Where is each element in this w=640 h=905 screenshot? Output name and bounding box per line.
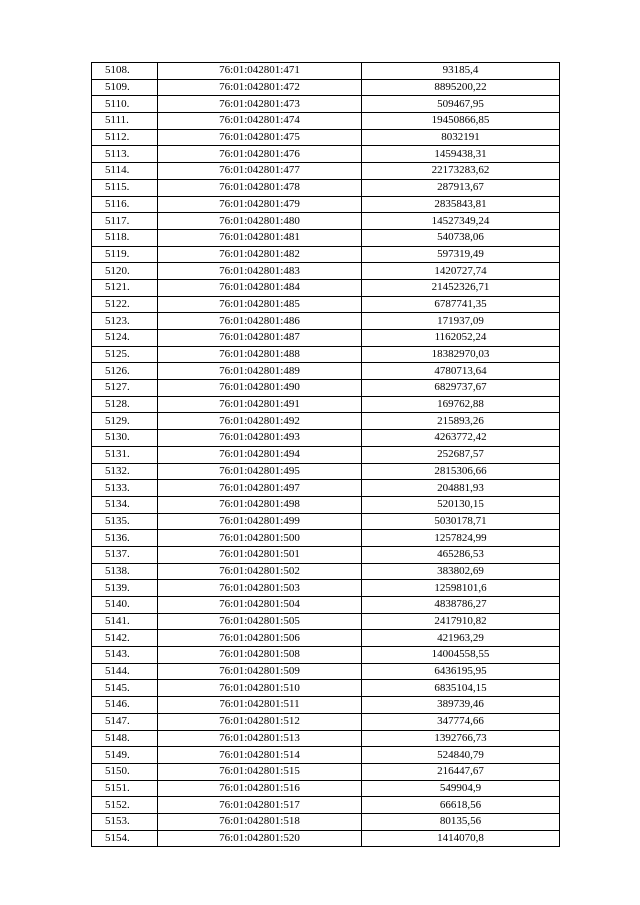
cadastral-number-cell: 76:01:042801:472 (158, 79, 362, 96)
table-row (92, 396, 560, 413)
cadastral-number-cell: 76:01:042801:516 (158, 780, 362, 797)
value-cell: 171937,09 (362, 313, 560, 330)
value-cell: 4263772,42 (362, 430, 560, 447)
value-cell: 14004558,55 (362, 647, 560, 664)
table-row (92, 463, 560, 480)
row-number-cell: 5134. (92, 496, 158, 513)
row-number-cell: 5146. (92, 697, 158, 714)
cadastral-number-cell: 76:01:042801:511 (158, 697, 362, 714)
cadastral-number-cell: 76:01:042801:497 (158, 480, 362, 497)
table-row (92, 747, 560, 764)
cadastral-number-cell: 76:01:042801:508 (158, 647, 362, 664)
value-cell: 204881,93 (362, 480, 560, 497)
cadastral-number-cell: 76:01:042801:515 (158, 763, 362, 780)
row-number-cell: 5149. (92, 747, 158, 764)
cadastral-number-cell: 76:01:042801:514 (158, 747, 362, 764)
table-row (92, 496, 560, 513)
table-row (92, 296, 560, 313)
cadastral-number-cell: 76:01:042801:517 (158, 797, 362, 814)
value-cell: 19450866,85 (362, 113, 560, 130)
table-row (92, 79, 560, 96)
value-cell: 509467,95 (362, 96, 560, 113)
table-row (92, 96, 560, 113)
row-number-cell: 5143. (92, 647, 158, 664)
table-row (92, 613, 560, 630)
row-number-cell: 5112. (92, 129, 158, 146)
value-cell: 18382970,03 (362, 346, 560, 363)
row-number-cell: 5148. (92, 730, 158, 747)
cadastral-number-cell: 76:01:042801:509 (158, 663, 362, 680)
table-row (92, 446, 560, 463)
row-number-cell: 5125. (92, 346, 158, 363)
row-number-cell: 5128. (92, 396, 158, 413)
cadastral-number-cell: 76:01:042801:512 (158, 713, 362, 730)
cadastral-number-cell: 76:01:042801:491 (158, 396, 362, 413)
value-cell: 524840,79 (362, 747, 560, 764)
cadastral-number-cell: 76:01:042801:499 (158, 513, 362, 530)
value-cell: 520130,15 (362, 496, 560, 513)
value-cell: 8895200,22 (362, 79, 560, 96)
cadastral-number-cell: 76:01:042801:484 (158, 279, 362, 296)
value-cell: 549904,9 (362, 780, 560, 797)
table-row (92, 263, 560, 280)
table-row (92, 780, 560, 797)
value-cell: 1414070,8 (362, 830, 560, 847)
value-cell: 347774,66 (362, 713, 560, 730)
value-cell: 540738,06 (362, 229, 560, 246)
table-row (92, 680, 560, 697)
row-number-cell: 5151. (92, 780, 158, 797)
cadastral-number-cell: 76:01:042801:481 (158, 229, 362, 246)
table-row (92, 129, 560, 146)
row-number-cell: 5119. (92, 246, 158, 263)
cadastral-number-cell: 76:01:042801:490 (158, 380, 362, 397)
table-row (92, 229, 560, 246)
table-row (92, 430, 560, 447)
cadastral-number-cell: 76:01:042801:493 (158, 430, 362, 447)
table-row (92, 597, 560, 614)
value-cell: 6787741,35 (362, 296, 560, 313)
value-cell: 6829737,67 (362, 380, 560, 397)
row-number-cell: 5121. (92, 279, 158, 296)
cadastral-number-cell: 76:01:042801:475 (158, 129, 362, 146)
table-row (92, 563, 560, 580)
table-row (92, 713, 560, 730)
table-row (92, 830, 560, 847)
value-cell: 6436195,95 (362, 663, 560, 680)
row-number-cell: 5109. (92, 79, 158, 96)
document-page (91, 62, 543, 847)
table-row (92, 380, 560, 397)
row-number-cell: 5154. (92, 830, 158, 847)
cadastral-number-cell: 76:01:042801:513 (158, 730, 362, 747)
cadastral-number-cell: 76:01:042801:503 (158, 580, 362, 597)
value-cell: 4838786,27 (362, 597, 560, 614)
cadastral-number-cell: 76:01:042801:474 (158, 113, 362, 130)
table-row (92, 546, 560, 563)
value-cell: 66618,56 (362, 797, 560, 814)
row-number-cell: 5140. (92, 597, 158, 614)
row-number-cell: 5117. (92, 213, 158, 230)
row-number-cell: 5118. (92, 229, 158, 246)
cadastral-number-cell: 76:01:042801:478 (158, 179, 362, 196)
value-cell: 1257824,99 (362, 530, 560, 547)
table-row (92, 113, 560, 130)
cadastral-number-cell: 76:01:042801:501 (158, 546, 362, 563)
cadastral-number-cell: 76:01:042801:492 (158, 413, 362, 430)
cadastral-number-cell: 76:01:042801:520 (158, 830, 362, 847)
cadastral-number-cell: 76:01:042801:494 (158, 446, 362, 463)
value-cell: 1420727,74 (362, 263, 560, 280)
value-cell: 465286,53 (362, 546, 560, 563)
value-cell: 169762,88 (362, 396, 560, 413)
row-number-cell: 5133. (92, 480, 158, 497)
row-number-cell: 5131. (92, 446, 158, 463)
data-table (91, 62, 560, 847)
value-cell: 1162052,24 (362, 330, 560, 347)
table-row (92, 480, 560, 497)
row-number-cell: 5147. (92, 713, 158, 730)
row-number-cell: 5120. (92, 263, 158, 280)
row-number-cell: 5150. (92, 763, 158, 780)
value-cell: 8032191 (362, 129, 560, 146)
row-number-cell: 5139. (92, 580, 158, 597)
row-number-cell: 5136. (92, 530, 158, 547)
value-cell: 21452326,71 (362, 279, 560, 296)
value-cell: 93185,4 (362, 63, 560, 80)
table-row (92, 730, 560, 747)
table-row (92, 313, 560, 330)
value-cell: 421963,29 (362, 630, 560, 647)
table-row (92, 246, 560, 263)
cadastral-number-cell: 76:01:042801:473 (158, 96, 362, 113)
row-number-cell: 5142. (92, 630, 158, 647)
cadastral-number-cell: 76:01:042801:483 (158, 263, 362, 280)
table-row (92, 346, 560, 363)
value-cell: 14527349,24 (362, 213, 560, 230)
row-number-cell: 5126. (92, 363, 158, 380)
value-cell: 252687,57 (362, 446, 560, 463)
row-number-cell: 5124. (92, 330, 158, 347)
row-number-cell: 5137. (92, 546, 158, 563)
cadastral-number-cell: 76:01:042801:495 (158, 463, 362, 480)
value-cell: 1459438,31 (362, 146, 560, 163)
row-number-cell: 5110. (92, 96, 158, 113)
table-body (92, 63, 560, 847)
table-row (92, 630, 560, 647)
value-cell: 215893,26 (362, 413, 560, 430)
cadastral-number-cell: 76:01:042801:486 (158, 313, 362, 330)
row-number-cell: 5153. (92, 813, 158, 830)
value-cell: 2815306,66 (362, 463, 560, 480)
cadastral-number-cell: 76:01:042801:504 (158, 597, 362, 614)
value-cell: 80135,56 (362, 813, 560, 830)
cadastral-number-cell: 76:01:042801:476 (158, 146, 362, 163)
row-number-cell: 5138. (92, 563, 158, 580)
table-row (92, 330, 560, 347)
table-row (92, 663, 560, 680)
value-cell: 2835843,81 (362, 196, 560, 213)
table-row (92, 63, 560, 80)
row-number-cell: 5111. (92, 113, 158, 130)
table-row (92, 146, 560, 163)
value-cell: 4780713,64 (362, 363, 560, 380)
row-number-cell: 5141. (92, 613, 158, 630)
row-number-cell: 5113. (92, 146, 158, 163)
row-number-cell: 5108. (92, 63, 158, 80)
row-number-cell: 5116. (92, 196, 158, 213)
value-cell: 216447,67 (362, 763, 560, 780)
cadastral-number-cell: 76:01:042801:480 (158, 213, 362, 230)
row-number-cell: 5152. (92, 797, 158, 814)
table-row (92, 163, 560, 180)
row-number-cell: 5144. (92, 663, 158, 680)
row-number-cell: 5127. (92, 380, 158, 397)
cadastral-number-cell: 76:01:042801:479 (158, 196, 362, 213)
cadastral-number-cell: 76:01:042801:488 (158, 346, 362, 363)
value-cell: 22173283,62 (362, 163, 560, 180)
cadastral-number-cell: 76:01:042801:518 (158, 813, 362, 830)
table-row (92, 580, 560, 597)
row-number-cell: 5122. (92, 296, 158, 313)
table-row (92, 530, 560, 547)
table-row (92, 279, 560, 296)
cadastral-number-cell: 76:01:042801:506 (158, 630, 362, 647)
value-cell: 5030178,71 (362, 513, 560, 530)
row-number-cell: 5114. (92, 163, 158, 180)
row-number-cell: 5145. (92, 680, 158, 697)
row-number-cell: 5135. (92, 513, 158, 530)
value-cell: 6835104,15 (362, 680, 560, 697)
table-row (92, 697, 560, 714)
table-row (92, 647, 560, 664)
table-row (92, 797, 560, 814)
value-cell: 383802,69 (362, 563, 560, 580)
cadastral-number-cell: 76:01:042801:510 (158, 680, 362, 697)
table-row (92, 413, 560, 430)
value-cell: 12598101,6 (362, 580, 560, 597)
cadastral-number-cell: 76:01:042801:498 (158, 496, 362, 513)
row-number-cell: 5129. (92, 413, 158, 430)
cadastral-number-cell: 76:01:042801:487 (158, 330, 362, 347)
table-row (92, 179, 560, 196)
cadastral-number-cell: 76:01:042801:477 (158, 163, 362, 180)
table-row (92, 513, 560, 530)
cadastral-number-cell: 76:01:042801:500 (158, 530, 362, 547)
value-cell: 597319,49 (362, 246, 560, 263)
table-row (92, 213, 560, 230)
row-number-cell: 5130. (92, 430, 158, 447)
value-cell: 389739,46 (362, 697, 560, 714)
table-row (92, 763, 560, 780)
table-row (92, 363, 560, 380)
table-row (92, 196, 560, 213)
cadastral-number-cell: 76:01:042801:502 (158, 563, 362, 580)
value-cell: 1392766,73 (362, 730, 560, 747)
row-number-cell: 5132. (92, 463, 158, 480)
cadastral-number-cell: 76:01:042801:485 (158, 296, 362, 313)
cadastral-number-cell: 76:01:042801:489 (158, 363, 362, 380)
value-cell: 287913,67 (362, 179, 560, 196)
cadastral-number-cell: 76:01:042801:482 (158, 246, 362, 263)
row-number-cell: 5115. (92, 179, 158, 196)
row-number-cell: 5123. (92, 313, 158, 330)
value-cell: 2417910,82 (362, 613, 560, 630)
table-row (92, 813, 560, 830)
cadastral-number-cell: 76:01:042801:471 (158, 63, 362, 80)
cadastral-number-cell: 76:01:042801:505 (158, 613, 362, 630)
